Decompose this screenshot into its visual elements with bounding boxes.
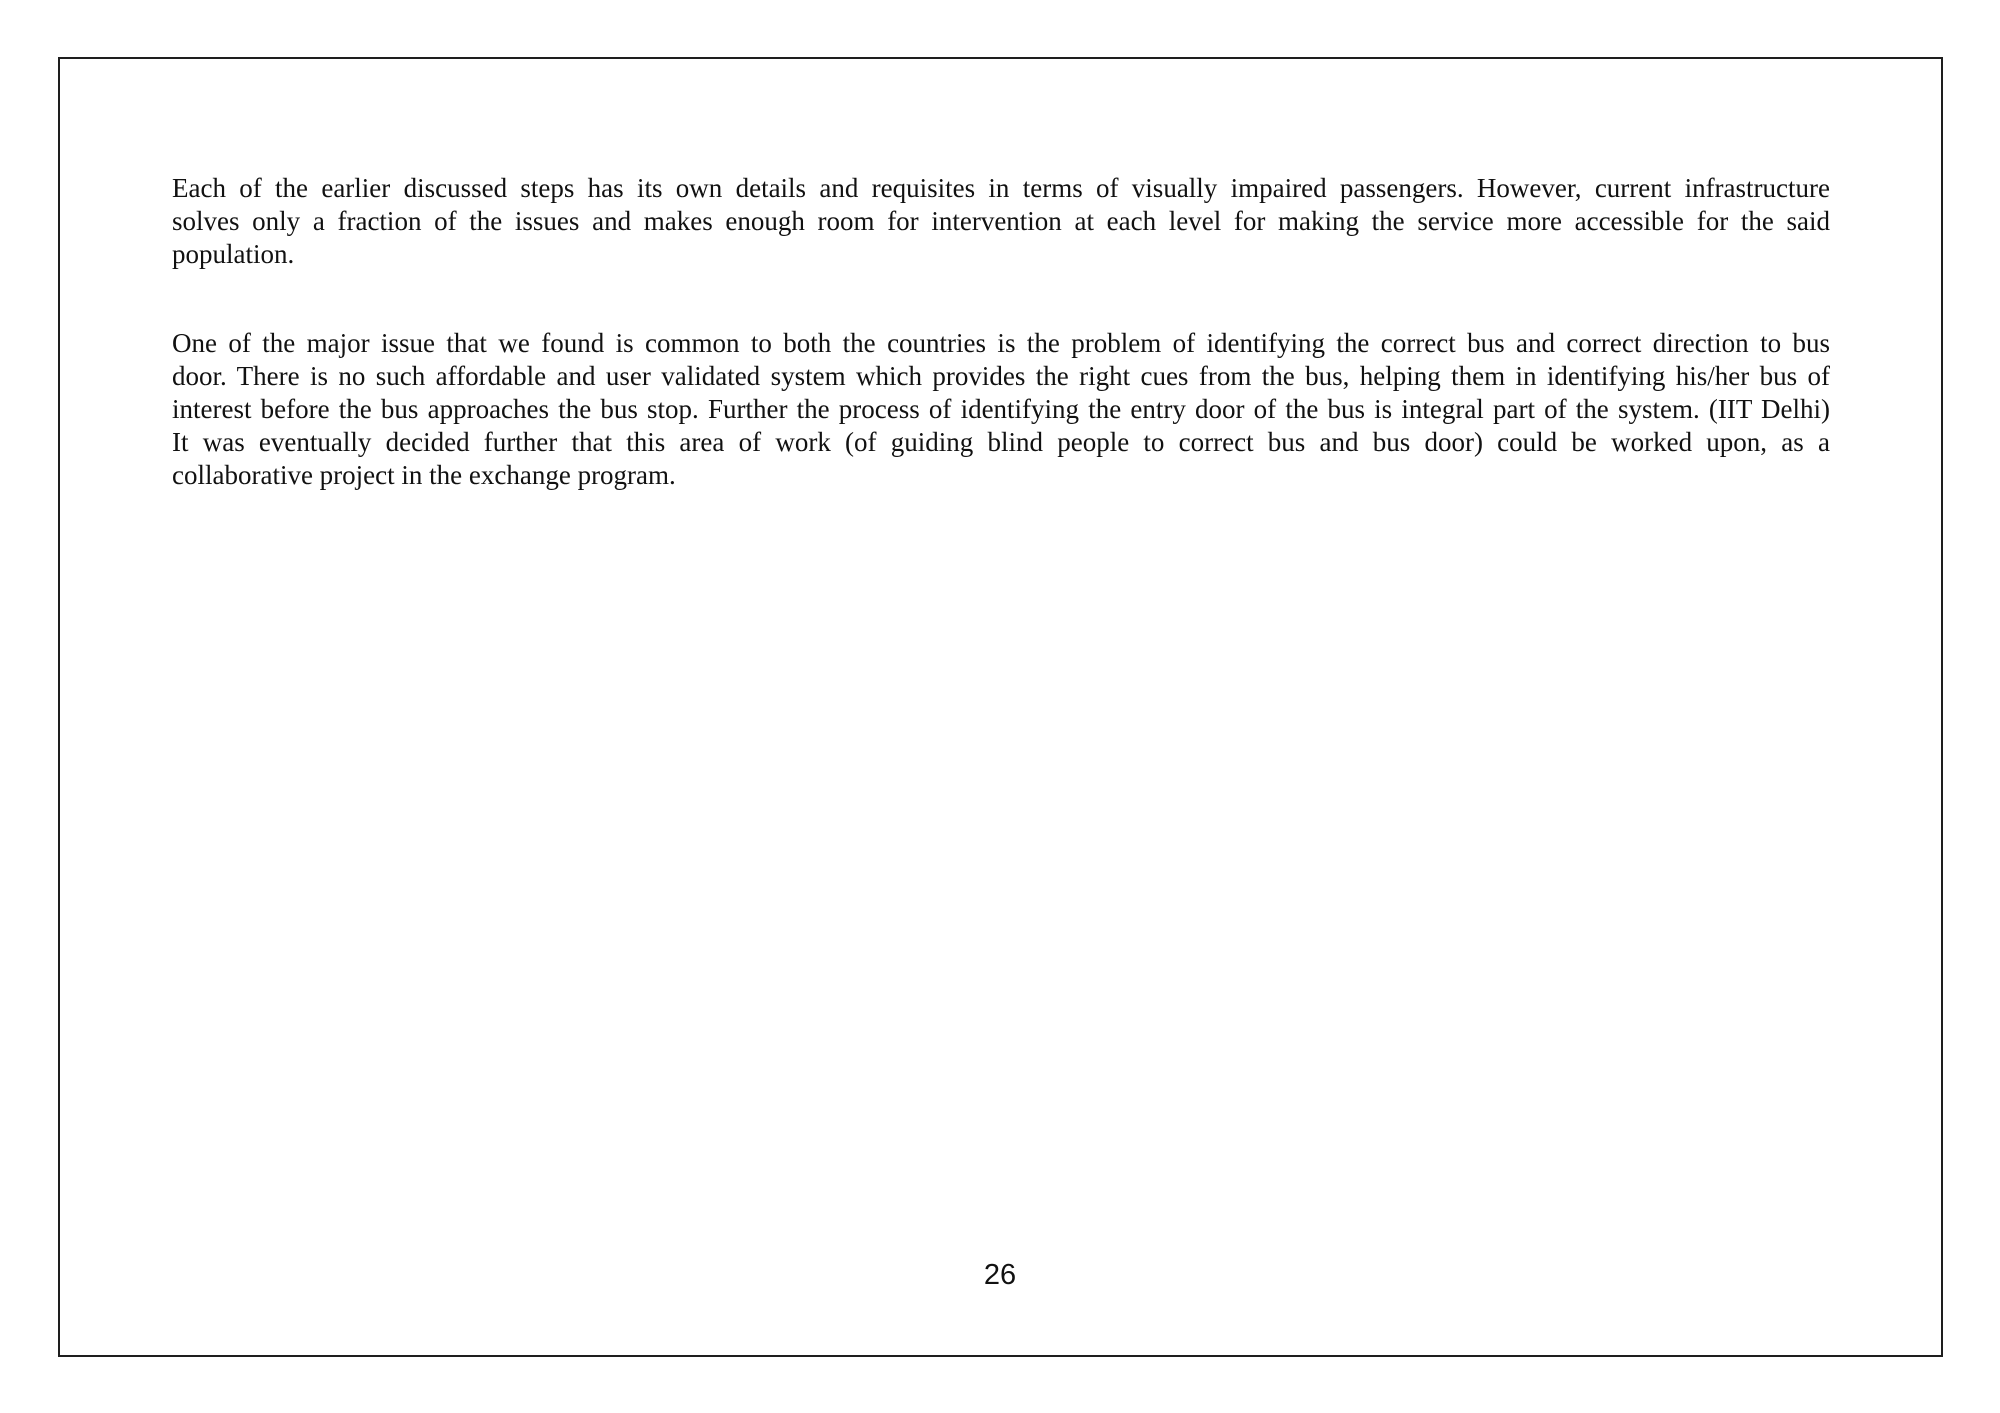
paragraph-line: door. There is no such affordable and user validated system which provides the right cues from the bus, helping them in identifying his/her bus of	[172, 361, 1830, 391]
paragraph-line: collaborative project in the exchange program.	[172, 460, 676, 490]
paragraph-line: population.	[172, 239, 295, 269]
paragraph-line: solves only a fraction of the issues and makes enough room for intervention at each level for making the service more accessible for the said	[172, 206, 1830, 236]
paragraph-line: It was eventually decided further that this area of work (of guiding blind people to correct bus and bus door) could be worked upon, as a	[172, 427, 1830, 457]
paragraph-intro	[172, 172, 1830, 271]
document-text	[172, 172, 1830, 492]
paragraph-major-issue	[172, 327, 1830, 492]
paragraph-line: One of the major issue that we found is common to both the countries is the problem of identifying the correct bus and correct direction to bus	[172, 328, 1830, 358]
paragraph-line: interest before the bus approaches the bus stop. Further the process of identifying the entry door of the bus is integral part of the system. (IIT Delhi)	[172, 394, 1830, 424]
paragraph-line: Each of the earlier discussed steps has its own details and requisites in terms of visually impaired passengers. However, current infrastructure	[172, 173, 1830, 203]
page-number: 26	[983, 1259, 1017, 1291]
